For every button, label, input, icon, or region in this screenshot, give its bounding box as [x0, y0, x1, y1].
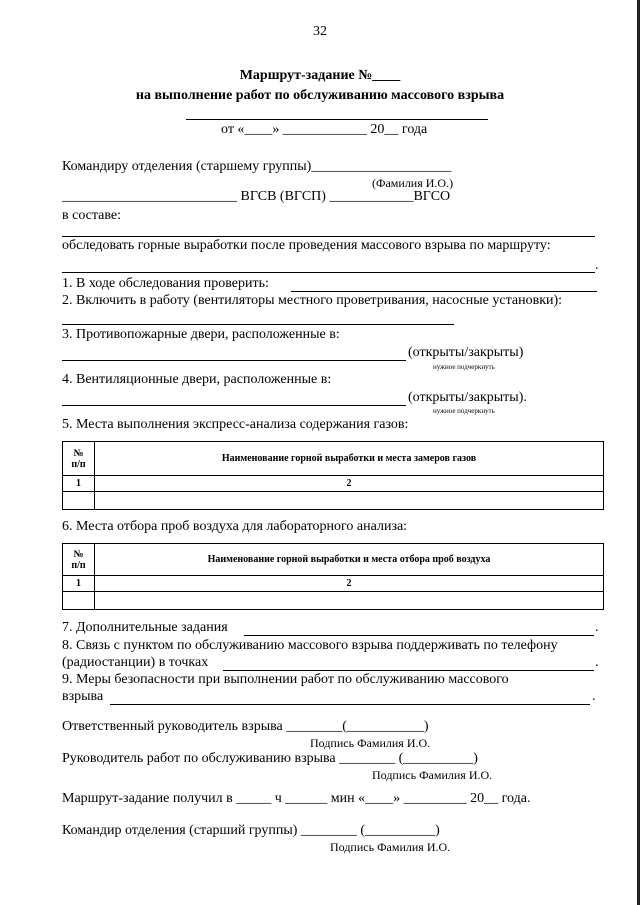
table2-num-2: 2 [95, 576, 604, 592]
works-head-caption: Подпись Фамилия И.О. [372, 768, 493, 782]
item-3: 3. Противопожарные двери, расположенные в: [62, 327, 340, 342]
received-line: Маршрут-задание получил в _____ ч ______ мин «____» _________ 20__ года. [62, 791, 531, 806]
item-5: 5. Места выполнения экспресс-анализа содержания газов: [62, 417, 409, 432]
composition-label: в составе: [62, 208, 122, 223]
item-3-note: нужное подчеркнуть [433, 363, 495, 371]
item-7-period: . [595, 620, 599, 635]
commander-line: Командиру отделения (старшему группы)____________________ [62, 159, 452, 174]
item-1: 1. В ходе обследования проверить: [62, 276, 269, 291]
table1-col-number: № п/п [63, 442, 95, 476]
item-7: 7. Дополнительные задания [62, 620, 228, 635]
item-9-line1: 9. Меры безопасности при выполнении работ по обслуживанию массового [62, 672, 509, 687]
item-9-period: . [592, 689, 596, 704]
route-blank [62, 272, 595, 273]
air-sample-table [62, 543, 604, 610]
item-4-blank [62, 405, 406, 406]
item-4-note: нужное подчеркнуть [433, 407, 495, 415]
task-intro: обследовать горные выработки после проведения массового взрыва по маршруту: [62, 238, 551, 253]
item-4-status: (открыты/закрыты). [408, 390, 527, 405]
works-head-signature: Руководитель работ по обслуживанию взрыва ________ (__________) [62, 751, 478, 766]
responsible-caption: Подпись Фамилия И.О. [310, 736, 431, 750]
table1-empty-cell [95, 492, 604, 510]
item-8-line2: (радиостанции) в точках [62, 655, 209, 670]
item-3-blank [62, 360, 406, 361]
item-6: 6. Места отбора проб воздуха для лабораторного анализа: [62, 519, 408, 534]
table2-num-1: 1 [63, 576, 95, 592]
item-9-blank [110, 704, 590, 705]
gas-analysis-table [62, 441, 604, 510]
item-3-status: (открыты/закрыты) [408, 345, 524, 360]
commander-name-caption: (Фамилия И.О.) [372, 176, 454, 190]
item-2-blank [62, 324, 454, 325]
route-period: . [595, 258, 599, 273]
table1-empty-cell [63, 492, 95, 510]
table1-col-name: Наименование горной выработки и места замеров газов [95, 442, 604, 476]
date-line: от «____» ____________ 20__ года [221, 122, 428, 137]
table1-num-2: 2 [95, 476, 604, 492]
form-title: Маршрут-задание №____ [239, 68, 401, 83]
item-4: 4. Вентиляционные двери, расположенные в: [62, 372, 332, 387]
item-9-line2: взрыва [62, 689, 104, 704]
page-number: 32 [313, 24, 327, 39]
title-underline [186, 119, 488, 120]
item-2: 2. Включить в работу (вентиляторы местного проветривания, насосные установки): [62, 293, 563, 308]
item-1-blank [291, 291, 597, 292]
table2-empty-cell [63, 592, 95, 610]
form-subtitle: на выполнение работ по обслуживанию массового взрыва [135, 88, 505, 103]
item-8-period: . [595, 655, 599, 670]
commander-caption: Подпись Фамилия И.О. [330, 840, 451, 854]
table2-col-number: № п/п [63, 544, 95, 576]
responsible-signature: Ответственный руководитель взрыва ________(___________) [62, 719, 429, 734]
item-7-blank [244, 635, 594, 636]
table2-empty-cell [95, 592, 604, 610]
commander-signature: Командир отделения (старший группы) ________ (__________) [62, 823, 440, 838]
table1-num-1: 1 [63, 476, 95, 492]
item-8-line1: 8. Связь с пунктом по обслуживанию массового взрыва поддерживать по телефону [62, 638, 558, 653]
unit-line: _________________________ ВГСВ (ВГСП) ____________ВГСО [62, 189, 451, 204]
item-8-blank [223, 670, 594, 671]
table2-col-name: Наименование горной выработки и места отбора проб воздуха [95, 544, 604, 576]
composition-blank [62, 236, 595, 237]
